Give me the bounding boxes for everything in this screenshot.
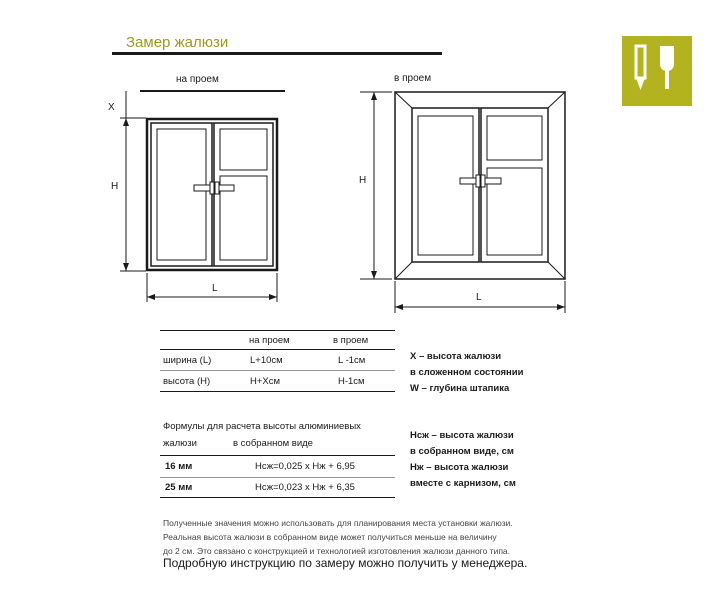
width-v-proem: L -1см bbox=[338, 355, 366, 366]
footnote-line1: Полученные значения можно использовать для планирования места установки жалюзи. bbox=[163, 518, 513, 528]
footnote-line3: до 2 см. Это связано с конструкцией и технологией изготовления жалюзи данного типа. bbox=[163, 546, 511, 556]
window-diagram-in-opening bbox=[350, 80, 575, 315]
legend-x: X – высота жалюзи bbox=[410, 351, 502, 362]
formula-size-25: 25 мм bbox=[165, 482, 193, 493]
left-h-dimension-label: H bbox=[111, 181, 119, 192]
tools-badge bbox=[622, 36, 692, 106]
window-diagram-on-opening bbox=[100, 80, 300, 305]
width-na-proem: L+10см bbox=[250, 355, 283, 366]
formula-size-16: 16 мм bbox=[165, 461, 193, 472]
height-na-proem: H+Xсм bbox=[250, 376, 281, 387]
legend-hzh: Нж – высота жалюзи bbox=[410, 462, 509, 473]
footnote-line2: Реальная высота жалюзи в собранном виде может получиться меньше на величину bbox=[163, 532, 497, 542]
formulas-header-line2a: жалюзи bbox=[163, 438, 197, 449]
col-header-v-proem: в проем bbox=[333, 335, 369, 346]
legend-w: W – глубина штапика bbox=[410, 383, 510, 394]
right-l-dimension-label: L bbox=[476, 292, 482, 303]
row-label-width: ширина (L) bbox=[163, 355, 212, 366]
right-h-dimension-label: H bbox=[359, 175, 367, 186]
title-underline bbox=[112, 52, 442, 55]
height-v-proem: H-1см bbox=[338, 376, 365, 387]
x-dimension-label: X bbox=[108, 102, 115, 113]
legend-x-cont: в сложенном состоянии bbox=[410, 367, 524, 378]
left-diagram-caption: на проем bbox=[176, 74, 219, 85]
row-label-height: высота (H) bbox=[163, 376, 211, 387]
pencil-screwdriver-icon bbox=[622, 36, 692, 106]
left-l-dimension-label: L bbox=[212, 283, 218, 294]
formula-25: Нсж=0,023 x Нж + 6,35 bbox=[255, 482, 355, 493]
footnote-main: Подробную инструкцию по замеру можно получить у менеджера. bbox=[163, 556, 528, 570]
legend-hzh-cont: вместе с карнизом, см bbox=[410, 478, 516, 489]
legend-hsg: Нсж – высота жалюзи bbox=[410, 430, 514, 441]
table-top-rule bbox=[160, 330, 395, 331]
formulas-header-line2b: в собранном виде bbox=[233, 438, 313, 449]
formula-16: Нсж=0,025 x Нж + 6,95 bbox=[255, 461, 355, 472]
right-diagram-caption: в проем bbox=[394, 73, 432, 84]
formulas-header-line1: Формулы для расчета высоты алюминиевых bbox=[163, 421, 361, 432]
page-title: Замер жалюзи bbox=[126, 34, 229, 51]
col-header-na-proem: на проем bbox=[249, 335, 290, 346]
legend-hsg-cont: в собранном виде, см bbox=[410, 446, 514, 457]
footnote bbox=[163, 516, 583, 558]
